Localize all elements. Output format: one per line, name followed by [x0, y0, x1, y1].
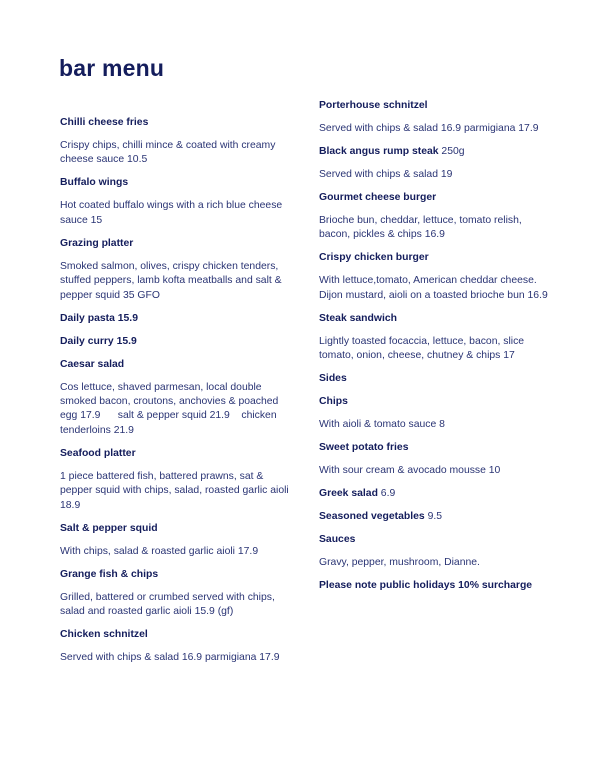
menu-item-name: [319, 533, 551, 547]
item-name-text: Daily pasta 15.9: [60, 312, 138, 324]
menu-item-description: With sour cream & avocado mousse 10: [319, 465, 501, 477]
menu-item-description: With aioli & tomato sauce 8: [319, 419, 445, 431]
menu-item-description: Lightly toasted focaccia, lettuce, bacon, slice tomato, onion, cheese, chutney & chips 17: [319, 335, 525, 362]
item-name-text: Daily curry 15.9: [60, 335, 137, 347]
menu-item-name: [60, 116, 292, 130]
menu-column-left: [60, 116, 292, 674]
item-extra: 9.5: [424, 511, 443, 523]
item-name-text: Porterhouse schnitzel: [319, 100, 428, 111]
item-name-text: Chicken schnitzel: [60, 629, 148, 641]
item-name-text: Sweet potato fries: [319, 442, 409, 454]
menu-item-description: 1 piece battered fish, battered prawns, sat & pepper squid with chips, salad, roasted garlic aioli 18.9: [60, 470, 289, 511]
menu-item-description: Hot coated buffalo wings with a rich blue cheese sauce 15: [60, 200, 283, 226]
page-title: bar menu: [59, 55, 165, 81]
menu-item-description: Smoked salmon, olives, crispy chicken tenders, stuffed peppers, lamb kofta meatballs and salt & pepper squid 35 GFO: [60, 260, 282, 301]
menu-item-name: [319, 312, 551, 326]
item-name-text: Crispy chicken burger: [319, 252, 429, 264]
menu-item-name: [319, 372, 551, 386]
item-extra: 250g: [438, 146, 465, 157]
item-name-text: Black angus rump steak: [319, 146, 439, 157]
item-name-text: Chips: [319, 396, 348, 408]
menu-item-name: [319, 251, 551, 265]
item-name-text: Chilli cheese fries: [60, 117, 149, 128]
item-name-text: Sauces: [319, 534, 356, 546]
menu-item-description: With chips, salad & roasted garlic aioli 17.9: [60, 545, 259, 557]
menu-item-name: [319, 99, 551, 113]
item-name-text: Seafood platter: [60, 447, 136, 459]
menu-item-name: [60, 335, 292, 349]
item-name-text: Grazing platter: [60, 237, 134, 249]
item-name-text: Salt & pepper squid: [60, 522, 158, 534]
item-name-text: Buffalo wings: [60, 177, 129, 189]
menu-item-name: [60, 176, 292, 190]
menu-item-name: [319, 487, 551, 501]
item-name-text: Gourmet cheese burger: [319, 192, 437, 203]
menu-column-right: [319, 99, 551, 602]
menu-item-description: With lettuce,tomato, American cheddar cheese. Dijon mustard, aioli on a toasted brioche bun 16.9: [319, 275, 548, 301]
menu-item-description: Crispy chips, chilli mince & coated with creamy cheese sauce 10.5: [60, 140, 276, 166]
menu-item-name: [319, 579, 551, 593]
item-name-text: Seasoned vegetables: [319, 511, 425, 523]
menu-item-name: [319, 191, 551, 205]
menu-item-name: [60, 628, 292, 642]
menu-item-description: Grilled, battered or crumbed served with chips, salad and roasted garlic aioli 15.9 (gf): [60, 591, 275, 618]
menu-item-name: [60, 447, 292, 461]
item-name-text: Sides: [319, 373, 347, 385]
menu-item-name: [319, 395, 551, 409]
menu-item-description: Served with chips & salad 19: [319, 169, 453, 180]
menu-item-description: Cos lettuce, shaved parmesan, local double smoked bacon, croutons, anchovies & poached egg 17.9 salt & pepper squid 21.9 chicken tenderloins 21.9: [60, 381, 279, 436]
menu-item-name: [319, 145, 551, 159]
item-name-text: Greek salad: [319, 488, 378, 500]
menu-item-name: [319, 441, 551, 455]
menu-item-name: [60, 312, 292, 326]
menu-item-description: Brioche bun, cheddar, lettuce, tomato relish, bacon, pickles & chips 16.9: [319, 215, 522, 241]
menu-item-name: [60, 358, 292, 372]
item-name-text: Caesar salad: [60, 358, 125, 370]
menu-item-name: [60, 522, 292, 536]
menu-item-description: Gravy, pepper, mushroom, Dianne.: [319, 557, 480, 569]
menu-item-description: Served with chips & salad 16.9 parmigiana 17.9: [319, 123, 539, 134]
item-extra: 6.9: [377, 488, 396, 500]
menu-item-name: [60, 568, 292, 582]
item-name-text: Grange fish & chips: [60, 568, 159, 580]
item-name-text: Steak sandwich: [319, 312, 397, 324]
menu-item-name: [60, 237, 292, 251]
menu-item-description: Served with chips & salad 16.9 parmigiana 17.9: [60, 652, 280, 664]
menu-item-name: [319, 510, 551, 524]
item-name-text: Please note public holidays 10% surcharge: [319, 580, 533, 592]
